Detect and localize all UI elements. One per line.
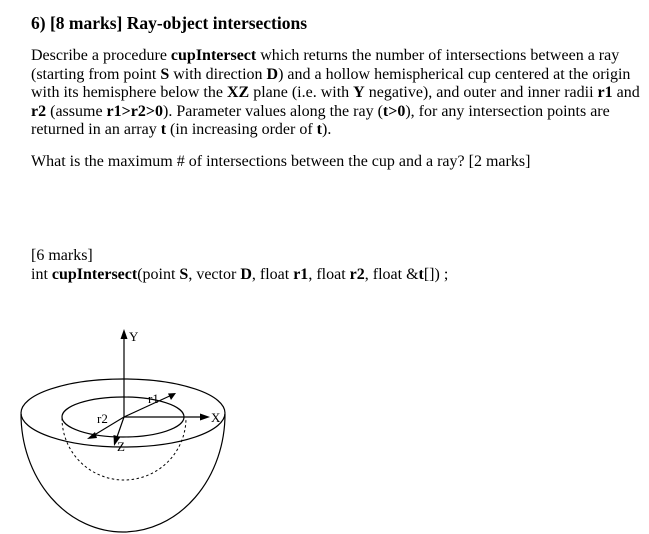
xz-plane: XZ [226, 84, 250, 102]
param-r2: r2 [349, 266, 365, 283]
y-axis-arrowhead [121, 329, 128, 339]
description-line-5 [31, 121, 643, 140]
max-intersections-question: What is the maximum # of intersections between the cup and a ray? [2 marks] [31, 153, 531, 170]
text-run: (in increasing order of [166, 121, 317, 139]
text-run: int [31, 266, 52, 283]
text-run: (starting from point [31, 65, 161, 83]
radius-r2: r2 [31, 102, 47, 120]
radius-r1: r1 [597, 84, 613, 102]
y-axis-label: Y [129, 329, 139, 344]
point-s: S [160, 65, 170, 83]
text-run: with its hemisphere below the [31, 84, 227, 102]
direction-d: D [266, 65, 279, 83]
text-run: , float & [364, 266, 419, 283]
outer-hemisphere [21, 414, 225, 532]
text-run: and [612, 84, 640, 102]
description-line-3 [31, 84, 643, 103]
text-run: ). Parameter values along the ray ( [162, 102, 383, 120]
param-t: t [418, 266, 424, 283]
text-run: ). [321, 121, 332, 139]
sub-marks: [6 marks] [31, 247, 93, 264]
text-run: plane (i.e. with [249, 84, 354, 102]
text-run: (point [137, 266, 180, 283]
description-line-4 [31, 103, 643, 122]
text-run: ), for any intersection points are [405, 102, 610, 120]
text-run: which returns the number of intersections between a ray [256, 47, 620, 64]
t-condition: t>0 [382, 102, 406, 120]
y-axis-term: Y [353, 84, 365, 102]
text-run: , float [308, 266, 350, 283]
param-d: D [240, 266, 252, 283]
array-t: t [160, 121, 167, 139]
r2-label: r2 [97, 411, 108, 426]
r1-label: r1 [148, 391, 159, 406]
param-t: t [316, 121, 322, 139]
description-line-2 [31, 66, 643, 85]
text-run: []) ; [423, 266, 449, 283]
question-description [31, 47, 643, 140]
cup-diagram [0, 320, 260, 534]
text-run: returned in an array [31, 121, 161, 139]
function-signature [31, 266, 448, 284]
text-run: , vector [188, 266, 241, 283]
text-run: Describe a procedure [31, 47, 171, 64]
x-axis-arrowhead [200, 414, 210, 421]
text-run: negative), and outer and inner radii [364, 84, 598, 102]
function-name: cupIntersect [51, 266, 138, 283]
text-run: with direction [169, 65, 267, 83]
z-axis-label: Z [117, 439, 125, 454]
function-name: cupIntersect [170, 47, 257, 64]
text-run: ) and a hollow hemispherical cup centered at the origin [278, 65, 631, 83]
text-run: (assume [46, 102, 107, 120]
question-heading: 6) [8 marks] Ray-object intersections [31, 13, 308, 33]
param-r1: r1 [293, 266, 309, 283]
x-axis-label: X [211, 410, 221, 425]
text-run: , float [251, 266, 294, 283]
param-s: S [179, 266, 189, 283]
description-line-1 [31, 47, 643, 66]
radius-condition: r1>r2>0 [106, 102, 163, 120]
